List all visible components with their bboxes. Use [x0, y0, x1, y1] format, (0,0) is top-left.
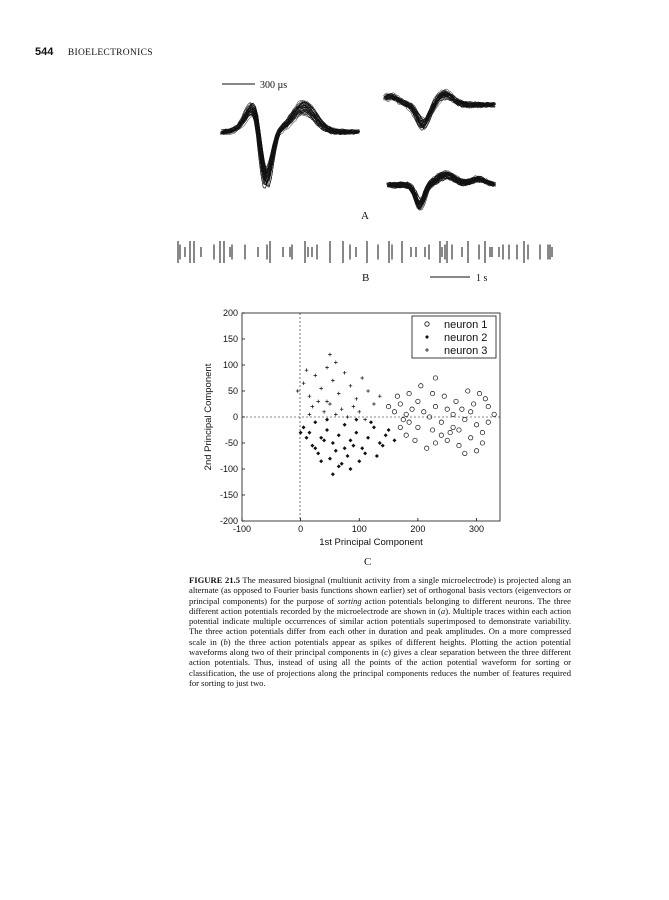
point-neuron-1 [416, 399, 420, 403]
point-neuron-1 [460, 407, 464, 411]
point-neuron-1 [483, 397, 487, 401]
y-axis-label: 2nd Principal Component [203, 363, 214, 471]
point-neuron-1 [474, 423, 478, 427]
point-neuron-1 [430, 391, 434, 395]
point-neuron-2 [378, 441, 382, 445]
point-neuron-2 [328, 457, 332, 461]
point-neuron-2 [313, 420, 317, 424]
point-neuron-3 [325, 400, 329, 404]
point-neuron-3 [334, 361, 338, 365]
legend-label-neuron-2: neuron 2 [444, 332, 488, 344]
point-neuron-2 [343, 446, 347, 450]
point-neuron-2 [337, 464, 341, 468]
point-neuron-3 [308, 413, 312, 417]
point-neuron-1 [480, 430, 484, 434]
point-neuron-2 [343, 423, 347, 427]
point-neuron-2 [363, 451, 367, 455]
point-neuron-3 [349, 384, 353, 388]
panel-b-label: B [362, 272, 370, 284]
point-neuron-1 [395, 394, 399, 398]
y-tick-label: 50 [227, 386, 238, 396]
point-neuron-1 [468, 436, 472, 440]
point-neuron-3 [305, 368, 309, 372]
point-neuron-1 [492, 412, 496, 416]
y-tick-label: -150 [219, 490, 238, 500]
page-number: 544 [35, 46, 54, 58]
point-neuron-2 [313, 446, 317, 450]
spike-train [178, 241, 552, 263]
y-tick-label: 100 [222, 360, 238, 370]
point-neuron-2 [381, 444, 385, 448]
legend-label-neuron-1: neuron 1 [444, 319, 488, 331]
scatter-points [296, 353, 496, 476]
point-neuron-1 [398, 425, 402, 429]
point-neuron-2 [346, 454, 350, 458]
point-neuron-1 [439, 420, 443, 424]
x-tick-label: 0 [298, 524, 304, 534]
caption-emphasis-2: a [440, 605, 446, 616]
point-neuron-2 [331, 441, 335, 445]
caption-text-1: The measured biosignal (multiunit activity from a single microelectrode) is projected along an alternate (as opposed to Fourier basis functions shown earlier) set of orthogonal basis vectors (eigenvectors or principal components) for the purpose of [189, 575, 571, 606]
point-neuron-1 [433, 441, 437, 445]
waveform-neuron-1 [220, 100, 360, 188]
point-neuron-1 [451, 412, 455, 416]
waveform-trace [386, 94, 495, 128]
point-neuron-1 [457, 428, 461, 432]
point-neuron-3 [328, 353, 332, 357]
x-axis-ticks [233, 518, 484, 534]
point-neuron-2 [310, 444, 314, 448]
point-neuron-1 [422, 410, 426, 414]
x-axis-label: 1st Principal Component [319, 537, 423, 548]
point-neuron-3 [337, 392, 341, 396]
point-neuron-2 [360, 446, 364, 450]
panel-a-label: A [361, 210, 369, 222]
point-neuron-2 [334, 449, 338, 453]
point-neuron-1 [433, 404, 437, 408]
point-neuron-1 [439, 433, 443, 437]
point-neuron-1 [486, 420, 490, 424]
point-neuron-1 [401, 417, 405, 421]
point-neuron-2 [337, 433, 341, 437]
waveform-trace [222, 101, 358, 182]
point-neuron-3 [378, 394, 382, 398]
running-head: BIOELECTRONICS [67, 48, 153, 58]
point-neuron-2 [316, 451, 320, 455]
point-neuron-2 [348, 467, 352, 471]
point-neuron-3 [360, 376, 364, 380]
x-tick-label: 100 [351, 524, 367, 534]
point-neuron-3 [331, 379, 335, 383]
waveform-neuron-3 [386, 171, 496, 211]
point-neuron-1 [471, 402, 475, 406]
point-neuron-1 [468, 410, 472, 414]
point-neuron-3 [308, 394, 312, 398]
point-neuron-3 [346, 415, 350, 419]
caption-text-4: ) the three action potentials appear as spikes of different heights. Plotting the action potential waveforms along two of their principal components in ( [189, 636, 571, 658]
point-neuron-1 [416, 425, 420, 429]
point-neuron-3 [363, 418, 367, 422]
y-tick-label: 200 [222, 308, 238, 318]
point-neuron-1 [463, 417, 467, 421]
y-tick-label: 0 [232, 412, 238, 422]
point-neuron-2 [387, 428, 391, 432]
point-neuron-2 [325, 418, 329, 422]
legend [412, 316, 496, 358]
point-neuron-3 [352, 405, 356, 409]
point-neuron-3 [343, 371, 347, 375]
point-neuron-3 [302, 381, 306, 385]
panel-a [220, 80, 496, 222]
y-tick-label: -200 [219, 516, 238, 526]
point-neuron-2 [340, 462, 344, 466]
point-neuron-3 [357, 410, 361, 414]
point-neuron-2 [372, 425, 376, 429]
point-neuron-1 [474, 449, 478, 453]
time-scale-label-b: 1 s [476, 273, 488, 284]
point-neuron-1 [442, 394, 446, 398]
legend-label-neuron-3: neuron 3 [444, 345, 488, 357]
point-neuron-1 [392, 410, 396, 414]
point-neuron-1 [407, 420, 411, 424]
point-neuron-2 [357, 459, 361, 463]
point-neuron-3 [311, 405, 315, 409]
x-tick-label: 200 [410, 524, 426, 534]
caption-text-3: ). Multiple traces within each action potential indicate multiple occurrences of similar action potentials superimposed to demonstrate variability. The three action potentials differ from each other in duration and peak amplitudes. On a more compressed scale in ( [189, 605, 572, 647]
point-neuron-1 [445, 438, 449, 442]
time-scale-label-a: 300 µs [260, 80, 288, 91]
point-neuron-2 [366, 436, 370, 440]
point-neuron-3 [334, 413, 338, 417]
waveform-neuron-2 [383, 89, 496, 131]
point-neuron-1 [457, 443, 461, 447]
figure-caption-label: FIGURE 21.5 [189, 575, 240, 585]
panel-c-chart [203, 308, 500, 568]
point-neuron-3 [340, 407, 344, 411]
waveform-trace [221, 100, 357, 184]
point-neuron-3 [296, 389, 300, 393]
point-neuron-3 [328, 402, 332, 406]
waveform-trace [385, 97, 494, 122]
point-neuron-1 [466, 389, 470, 393]
point-neuron-2 [354, 431, 358, 435]
point-neuron-2 [322, 438, 326, 442]
point-neuron-1 [454, 399, 458, 403]
caption-text-2: action potentials belonging to different neurons. The three different action potentials recorded by the microelectrode are shown in ( [189, 595, 571, 616]
waveform-trace [386, 95, 495, 120]
panel-b [178, 241, 552, 284]
point-neuron-2 [392, 438, 396, 442]
point-neuron-2 [369, 420, 373, 424]
y-tick-label: 150 [222, 334, 238, 344]
caption-text-5: ) gives a clear separation between the three different action potentials. Thus, instead of using all the points of the action potential waveform for sorting or classification, the use of projections along the principal components reduces the number of features required for sorting to just two. [189, 647, 571, 688]
point-neuron-3 [322, 410, 326, 414]
point-neuron-2 [331, 472, 335, 476]
point-neuron-2 [319, 436, 323, 440]
point-neuron-3 [325, 366, 329, 370]
point-neuron-1 [480, 441, 484, 445]
point-neuron-2 [305, 436, 309, 440]
y-tick-label: -50 [224, 438, 238, 448]
point-neuron-1 [433, 376, 437, 380]
point-neuron-3 [366, 389, 370, 393]
y-tick-label: -100 [219, 464, 238, 474]
point-neuron-1 [463, 451, 467, 455]
point-neuron-3 [313, 374, 317, 378]
point-neuron-2 [351, 444, 355, 448]
point-neuron-2 [354, 418, 358, 422]
point-neuron-1 [445, 407, 449, 411]
point-neuron-1 [451, 425, 455, 429]
caption-emphasis-1: sorting [337, 595, 362, 606]
point-neuron-2 [375, 454, 379, 458]
point-neuron-2 [325, 428, 329, 432]
point-neuron-1 [413, 438, 417, 442]
point-neuron-2 [348, 438, 352, 442]
x-tick-label: 300 [469, 524, 485, 534]
point-neuron-1 [404, 412, 408, 416]
point-neuron-3 [372, 402, 376, 406]
point-neuron-1 [430, 428, 434, 432]
point-neuron-2 [384, 433, 388, 437]
point-neuron-1 [386, 404, 390, 408]
panel-c-label: C [364, 556, 372, 568]
point-neuron-1 [448, 430, 452, 434]
waveform-trace [221, 102, 357, 185]
figure-caption [189, 575, 571, 688]
point-neuron-2 [299, 431, 303, 435]
point-neuron-2 [319, 459, 323, 463]
point-neuron-1 [410, 407, 414, 411]
point-neuron-1 [425, 446, 429, 450]
point-neuron-1 [486, 404, 490, 408]
point-neuron-1 [477, 391, 481, 395]
caption-emphasis-4: c [384, 647, 388, 658]
point-neuron-1 [404, 433, 408, 437]
point-neuron-3 [355, 397, 359, 401]
point-neuron-2 [307, 431, 311, 435]
point-neuron-3 [316, 400, 320, 404]
point-neuron-1 [419, 384, 423, 388]
point-neuron-3 [319, 387, 323, 391]
x-tick-label: -100 [232, 524, 252, 534]
point-neuron-1 [398, 402, 402, 406]
y-axis-ticks [220, 308, 245, 526]
caption-emphasis-3: b [223, 636, 228, 647]
point-neuron-2 [302, 425, 306, 429]
point-neuron-1 [407, 391, 411, 395]
